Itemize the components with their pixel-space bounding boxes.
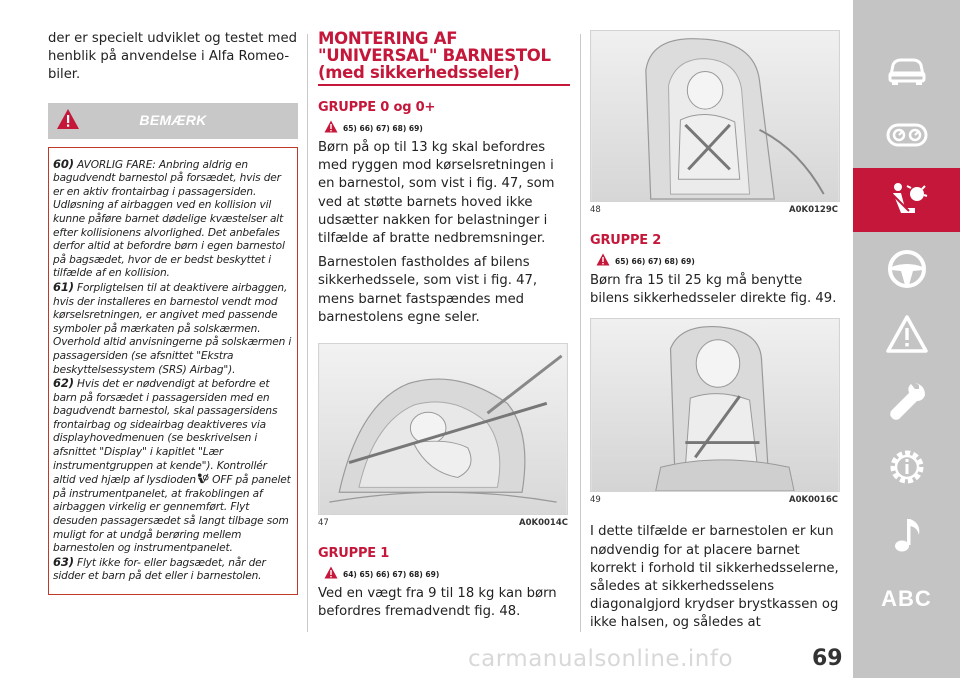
note-text: Flyt ikke for- eller bagsædet, når der sidder et barn på det eller i barnestolen. <box>53 556 266 583</box>
sidebar-item-multimedia[interactable] <box>853 504 960 566</box>
airbag-passenger-icon <box>885 178 929 222</box>
gear-info-icon <box>885 445 929 489</box>
notice-label: BEMÆRK <box>139 111 207 128</box>
sidebar-item-maintenance[interactable] <box>853 370 960 432</box>
section-title: MONTERING AF "UNIVERSAL" BARNESTOL (med sikkerhedsseler) <box>318 29 551 82</box>
forward-facing-child-seat-illustration <box>591 31 839 201</box>
note-text: Hvis det er nødvendigt at befordre et barn på forsædet i passagersiden med en bagudvendt barnestol, skal passagersidens frontairbag og sideairbag deaktiveres via displayhovedmenuen (se beskrivelsen i afsnittet "Display" i kapitlet "Lær instrumentgruppen at kende"). Kontrollér altid ved hjælp af lysdioden <box>53 378 278 487</box>
watermark: carmanualsonline.info <box>468 646 734 672</box>
page-number: 69 <box>812 646 843 671</box>
group-1-body <box>318 585 570 621</box>
figure-49 <box>590 318 840 492</box>
note-text: OFF på panelet på instrumentpanelet, at frakoblingen af airbaggen virkelig er gennemført. Flyt desuden passagersædet så langt tilbage som muligt for at undgå berøring mellem barnestolen og instrumentpanelet. <box>53 474 291 555</box>
paragraph: I dette tilfælde er barnestolen er kun nødvendig for at placere barnet korrekt i forhold til sikkerhedsselerne, således at sikkerhedsselens diagonalgjord krydser brystkassen og ikke halsen, og således at <box>590 524 839 631</box>
index-abc-label: ABC <box>881 586 932 611</box>
group-1-title: GRUPPE 1 <box>318 546 390 562</box>
dashboard-gauges-icon <box>885 113 929 157</box>
note-number: 60) <box>53 156 74 171</box>
music-note-icon <box>885 513 929 557</box>
group-0-title: GRUPPE 0 og 0+ <box>318 100 436 115</box>
sidebar-item-technical-data[interactable] <box>853 436 960 498</box>
ref-numbers: 65) 66) 67) 68) 69) <box>615 257 695 266</box>
figure-number: 48 <box>590 205 601 215</box>
column-right <box>590 30 840 639</box>
notice-box <box>48 147 298 595</box>
note-63 <box>53 556 292 584</box>
figure-48-caption <box>590 205 840 215</box>
ref-numbers: 65) 66) 67) 68) 69) <box>343 124 423 133</box>
sidebar-item-emergency[interactable] <box>853 304 960 366</box>
figure-code: A0K0129C <box>789 205 838 215</box>
title-rule <box>318 84 570 86</box>
paragraph: Børn på op til 13 kg skal befordres med ryggen mod kørselsretningen i en barnestol, som vist i fig. 47, som ved at støtte barnets hoved ikke udsætter nakken for belastninger i tilfælde af bratte nedbremsninger. <box>318 140 555 247</box>
figure-number: 47 <box>318 518 329 529</box>
note-number: 62) <box>53 376 74 391</box>
airbag-off-led-icon <box>196 473 209 484</box>
paragraph: Barnestolen fastholdes af bilens sikkerhedssele, som vist i fig. 47, mens barnet fastspændes med barnestolens egne seler. <box>318 255 538 325</box>
warning-triangle-icon <box>596 253 610 266</box>
column-middle <box>318 30 570 627</box>
paragraph: Ved en vægt fra 9 til 18 kg kan børn befordres fremadvendt fig. 48. <box>318 586 557 620</box>
warning-triangle-icon <box>885 313 929 357</box>
column-divider <box>307 34 308 632</box>
group-0-refs <box>324 120 570 133</box>
group-0-body <box>318 139 570 327</box>
intro-paragraph <box>48 30 298 85</box>
sidebar-item-dashboard[interactable] <box>853 104 960 166</box>
paragraph: Børn fra 15 til 25 kg må benytte bilens sikkerhedsseler direkte fig. 49. <box>590 273 837 307</box>
sidebar-item-index[interactable] <box>853 568 960 630</box>
sidebar-item-safety[interactable] <box>853 168 960 232</box>
figure-47-caption <box>318 518 570 528</box>
column-left <box>48 30 298 595</box>
warning-triangle-icon <box>324 120 338 133</box>
group-1-refs <box>324 566 570 579</box>
note-number: 61) <box>53 279 74 294</box>
note-61 <box>53 281 292 377</box>
group-2-title: GRUPPE 2 <box>590 233 662 248</box>
column-divider <box>580 34 581 632</box>
figure-48 <box>590 30 840 202</box>
closing-body <box>590 523 840 632</box>
car-icon <box>885 47 929 91</box>
group-2-refs <box>596 253 840 266</box>
sidebar-item-car[interactable] <box>853 38 960 100</box>
intro-text: der er specielt udviklet og testet med henblik på anvendelse i Alfa Romeo-biler. <box>48 31 297 83</box>
figure-49-caption <box>590 495 840 505</box>
note-60 <box>53 158 292 281</box>
figure-number: 49 <box>590 495 601 506</box>
rear-facing-infant-seat-illustration <box>319 344 567 514</box>
warning-triangle-icon <box>324 566 338 579</box>
ref-numbers: 64) 65) 66) 67) 68) 69) <box>343 570 440 580</box>
group-2-body <box>590 272 840 308</box>
note-number: 63) <box>53 554 74 569</box>
note-text: Forpligtelsen til at deaktivere airbaggen, hvis der installeres en barnestol vendt mod kørselsretningen, er angivet med passende symboler på mærkaten på solskærmen. Overhold altid anvisningerne på solskærmen i passagersiden (se afsnittet "Ekstra beskyttelsessystem (SRS) Airbag"). <box>53 281 292 376</box>
chapter-sidebar <box>853 0 960 678</box>
wrench-icon <box>885 379 929 423</box>
notice-header <box>48 103 298 139</box>
booster-seat-child-illustration <box>591 319 839 491</box>
figure-code: A0K0016C <box>789 495 838 506</box>
figure-code: A0K0014C <box>519 518 568 529</box>
figure-47 <box>318 343 568 515</box>
note-62 <box>53 377 292 556</box>
sidebar-item-driving[interactable] <box>853 238 960 300</box>
steering-wheel-icon <box>885 247 929 291</box>
note-text: AVORLIG FARE: Anbring aldrig en bagudvendt barnestol på forsædet, hvis der er en aktiv frontairbag i passagersiden. Udløsning af airbaggen ved en kollision vil kunne påføre barnet dødelige kvæstelser alt efter kollisionens alvorlighed. Det anbefales derfor altid at befordre børn i egen barnestol på bagsædet, hvor de er bedst beskyttet i tilfælde af en kollision. <box>53 158 285 280</box>
